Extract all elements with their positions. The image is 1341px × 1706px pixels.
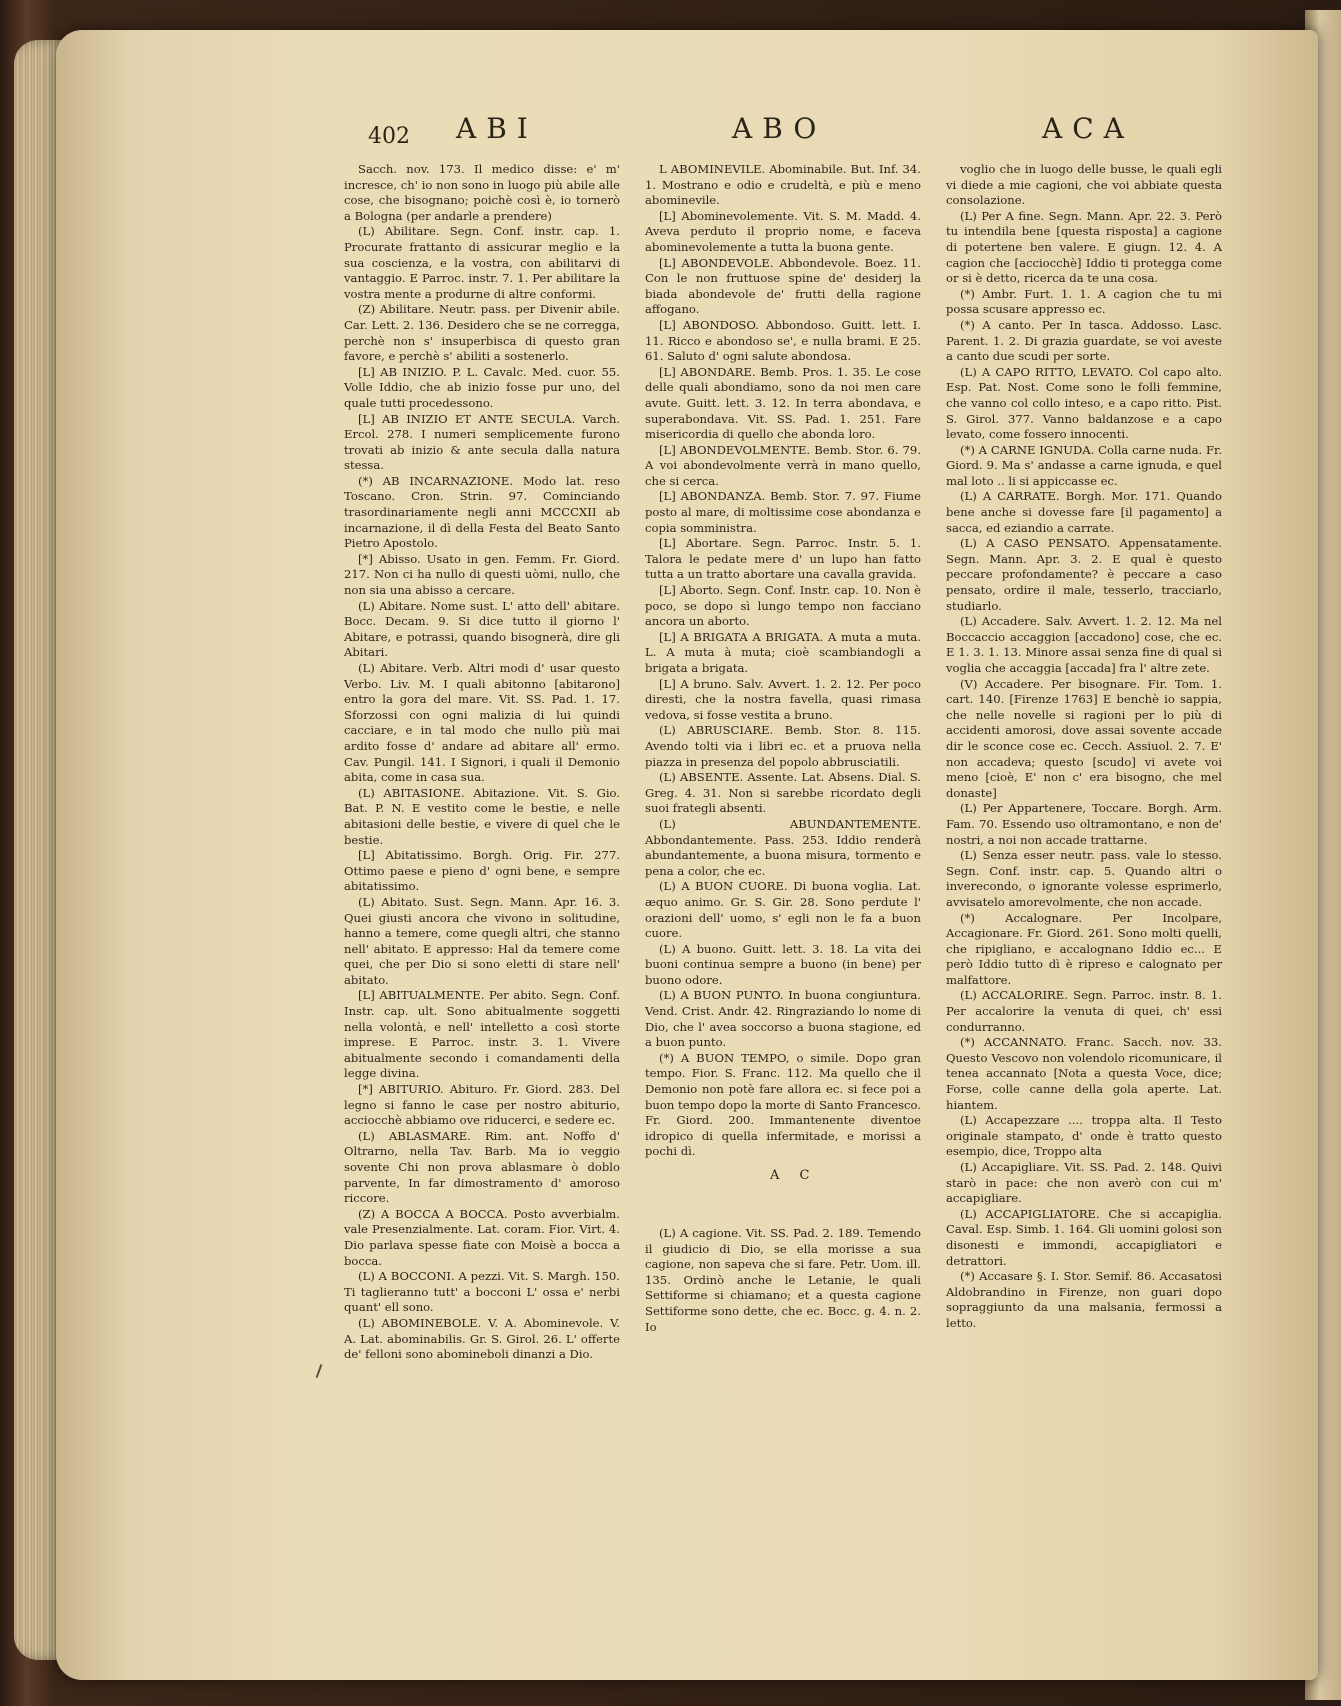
section-heading: A C (770, 1168, 818, 1183)
column-center (645, 162, 921, 1160)
dictionary-entry: (*) Accasare §. I. Stor. Semif. 86. Accasatosi Aldobrandino in Firenze, non guari dopo sopraggiunto da una malsania, fermossi a letto. (946, 1269, 1222, 1330)
dictionary-entry: [L] Abitatissimo. Borgh. Orig. Fir. 277. Ottimo paese e pieno d' ogni bene, e sempre abitatissimo. (344, 848, 620, 894)
dictionary-entry: L ABOMINEVILE. Abominabile. But. Inf. 34. 1. Mostrano e odio e crudeltà, e più e meno abominevile. (645, 162, 921, 208)
dictionary-entry: (L) ABITASIONE. Abitazione. Vit. S. Gio. Bat. P. N. E vestito come le bestie, e nelle abitasioni delle bestie, e vivere di quel che le bestie. (344, 785, 620, 847)
dictionary-entry: [L] AB INIZIO. P. L. Cavalc. Med. cuor. 55. Volle Iddio, che ab inizio fosse pur uno, del quale tutti procedessono. (344, 364, 620, 410)
dictionary-entry: (L) Accapigliare. Vit. SS. Pad. 2. 148. Quivi starò in pace: che non averò con cui m' accapigliare. (946, 1160, 1222, 1206)
dictionary-entry: (L) A BOCCONI. A pezzi. Vit. S. Margh. 150. Ti taglieranno tutt' a bocconi L' ossa e' nerbi quant' ell sono. (344, 1269, 620, 1315)
dictionary-entry: (L) Abitare. Nome sust. L' atto dell' abitare. Bocc. Decam. 9. Si dice tutto il giorno l' Abitare, e potrassi, quando bisognerà, dire gli Abitari. (344, 598, 620, 660)
dictionary-entry: (*) A canto. Per In tasca. Addosso. Lasc. Parent. 1. 2. Di grazia guardate, se voi aveste a canto due scudi per sorte. (946, 317, 1222, 364)
headword-center: ABO (732, 112, 827, 145)
dictionary-entry: voglio che in luogo delle busse, le quali egli vi diede a mie cagioni, che voi abbiate questa consolazione. (946, 162, 1222, 208)
dictionary-entry: (L) Per Appartenere, Toccare. Borgh. Arm. Fam. 70. Essendo uso oltramontano, e non de' nostri, a noi non accade trattarne. (946, 801, 1222, 847)
dictionary-entry: [L] ABONDEVOLE. Abbondevole. Boez. 11. Con le non fruttuose spine de' desiderj la biada abondevole de' frutti della ragione affogano. (645, 255, 921, 317)
dictionary-entry: (L) Senza esser neutr. pass. vale lo stesso. Segn. Conf. instr. cap. 5. Quando altri o inverecondo, o ignorante volesse esprimerlo, avvisatelo amorevolmente, che non accade. (946, 848, 1222, 909)
dictionary-entry: [L] A bruno. Salv. Avvert. 1. 2. 12. Per poco diresti, che la nostra favella, quasi rimasa vedova, si fosse vestita a bruno. (645, 676, 921, 722)
dictionary-entry: (Z) Abilitare. Neutr. pass. per Divenir abile. Car. Lett. 2. 136. Desidero che se ne corregga, perchè non s' insuperbisca di questo gran favore, e perchè s' abiliti a sostenerlo. (344, 302, 620, 364)
dictionary-entry: (L) Per A fine. Segn. Mann. Apr. 22. 3. Però tu intendila bene [questa risposta] a cagione di potertene ben valere. E giugn. 12. 4. A cagion che [acciocchè] Iddio ti protegga come or si è detto, ricerca da te una cosa. (946, 208, 1222, 286)
dictionary-entry: [L] ABITUALMENTE. Per abito. Segn. Conf. Instr. cap. ult. Sono abitualmente soggetti nella volontà, e nell' intelletto a così storte imprese. E Parroc. instr. 3. 1. Vivere abitualmente secondo i comandamenti della legge divina. (344, 988, 620, 1081)
dictionary-entry: (L) ABLASMARE. Rim. ant. Noffo d' Oltrarno, nella Tav. Barb. Ma io veggio sovente Chi non prova ablasmare ò doblo parvente, In far dimostramento d' amoroso riccore. (344, 1128, 620, 1206)
dictionary-entry: [L] ABONDEVOLMENTE. Bemb. Stor. 6. 79. A voi abondevolmente verrà in mano quello, che si cerca. (645, 442, 921, 488)
dictionary-entry: [L] ABONDOSO. Abbondoso. Guitt. lett. I. 11. Ricco e abondoso se', e nulla brami. E 25. 61. Saluto d' ogni salute abondosa. (645, 317, 921, 364)
dictionary-entry: (*) AB INCARNAZIONE. Modo lat. reso Toscano. Cron. Strin. 97. Cominciando trasordinariamente negli anni MCCCXII ab incarnazione, il dì della Festa del Beato Santo Pietro Apostolo. (344, 473, 620, 551)
dictionary-entry: (L) A CASO PENSATO. Appensatamente. Segn. Mann. Apr. 3. 2. E qual è questo peccare profondamente? è peccare a caso pensato, ordire il male, tesserlo, tracciarlo, studiarlo. (946, 536, 1222, 613)
dictionary-entry: [*] Abisso. Usato in gen. Femm. Fr. Giord. 217. Non ci ha nullo di questi uòmi, nullo, che non sia una abisso a cercare. (344, 551, 620, 598)
dictionary-entry: (*) ACCANNATO. Franc. Sacch. nov. 33. Questo Vescovo non volendolo ricomunicare, il tenea accannato [Nota a questa Voce, dice; Forse, colle canne della gola aperte. Lat. hiantem. (946, 1035, 1222, 1112)
dictionary-entry: (*) A CARNE IGNUDA. Colla carne nuda. Fr. Giord. 9. Ma s' andasse a carne ignuda, e quel mal loto .. li si appiccasse ec. (946, 442, 1222, 488)
dictionary-entry: (L) Abitare. Verb. Altri modi d' usar questo Verbo. Liv. M. I quali abitonno [abitarono] entro la gora del mare. Vit. SS. Pad. 1. 17. Sforzossi con ogni malizia di lui quindi cacciare, e in tal modo che nullo più mai ardito fosse d' andare ad abitare all' ermo. Cav. Pungil. 141. I Signori, i quali il Demonio abita, come in casa sua. (344, 661, 620, 785)
headword-right: ACA (1042, 112, 1134, 145)
dictionary-entry: (*) A BUON TEMPO, o simile. Dopo gran tempo. Fior. S. Franc. 112. Ma quello che il Demonio non potè fare allora ec. si fece poi a buon tempo dopo la morte di Santo Francesco. Fr. Giord. 200. Immantenente diventoe idropico di quella infermitade, e morissi a pochi dì. (645, 1050, 921, 1159)
dictionary-entry: [L] Abortare. Segn. Parroc. Instr. 5. 1. Talora le pedate mere d' un lupo han fatto tutta a un tratto abortare una cavalla gravida. (645, 536, 921, 582)
dictionary-entry: (L) Accapezzare .... troppa alta. Il Testo originale stampato, d' onde è tratto questo esempio, dice, Troppo alta (946, 1113, 1222, 1159)
dictionary-entry: (*) Ambr. Furt. 1. 1. A cagion che tu mi possa scusare appresso ec. (946, 286, 1222, 317)
dictionary-entry: (L) A CARRATE. Borgh. Mor. 171. Quando bene anche si dovesse fare [il pagamento] a sacca, ed eziandio a carrate. (946, 489, 1222, 535)
headword-left: ABI (456, 112, 538, 145)
dictionary-entry: Sacch. nov. 173. Il medico disse: e' m' incresce, ch' io non sono in luogo più abile alle cose, che bisognano; poichè così è, io tornerò a Bologna (per andarle a prendere) (344, 162, 620, 223)
dictionary-entry: (*) Accalognare. Per Incolpare, Accagionare. Fr. Giord. 261. Sono molti quelli, che ripigliano, e accalognano Iddio ec... E però Iddio tutto dì è ripreso e calognato per malfattore. (946, 910, 1222, 987)
dictionary-entry: [L] A BRIGATA A BRIGATA. A muta a muta. L. A muta à muta; cioè scambiandogli a brigata a brigata. (645, 629, 921, 675)
column-center-continued (645, 1226, 921, 1335)
column-right (946, 162, 1222, 1332)
dictionary-entry: (V) Accadere. Per bisognare. Fir. Tom. 1. cart. 140. [Firenze 1763] E benchè io sappia, che nelle novelle si ragioni per lo più di accidenti amorosi, dove assai sovente accade dir le sconce cose ec. Cecch. Assiuol. 2. 7. E' non accadeva; questo [scudo] vi avete voi meno [cioè, E' non c' era bisogno, che mel donaste] (946, 676, 1222, 800)
dictionary-entry: (L) ABUNDANTEMENTE. Abbondantemente. Pass. 253. Iddio renderà abundantemente, a buona misura, tormento e pena a color, che ec. (645, 816, 921, 878)
dictionary-entry: (L) ACCAPIGLIATORE. Che si accapiglia. Caval. Esp. Simb. 1. 164. Gli uomini golosi son disonesti e immondi, accapigliatori e detrattori. (946, 1206, 1222, 1268)
dictionary-entry: (L) A BUON PUNTO. In buona congiuntura. Vend. Crist. Andr. 42. Ringraziando lo nome di Dio, che l' avea soccorso a buona stagione, ed a buon punto. (645, 988, 921, 1050)
dictionary-entry: (L) ACCALORIRE. Segn. Parroc. instr. 8. 1. Per accalorire la venuta di quei, ch' essi condurranno. (946, 988, 1222, 1034)
dictionary-entry: [L] ABONDANZA. Bemb. Stor. 7. 97. Fiume posto al mare, di moltissime cose abondanza e copia somministra. (645, 489, 921, 535)
page-number: 402 (368, 124, 410, 149)
dictionary-entry: (L) ABOMINEBOLE. V. A. Abominevole. V. A. Lat. abominabilis. Gr. S. Girol. 26. L' offerte de' felloni sono abomineboli dinanzi a Dio. (344, 1315, 620, 1362)
dictionary-entry: (L) ABSENTE. Assente. Lat. Absens. Dial. S. Greg. 4. 31. Non si sarebbe ricordato degli suoi frategli absenti. (645, 770, 921, 816)
dictionary-entry: (L) A buono. Guitt. lett. 3. 18. La vita dei buoni continua sempre a buono (in bene) per buono odore. (645, 941, 921, 987)
dictionary-entry: [L] AB INIZIO ET ANTE SECULA. Varch. Ercol. 278. I numeri semplicemente furono trovati ab inizio & ante secula dalla natura stessa. (344, 411, 620, 473)
dictionary-entry: (L) ABRUSCIARE. Bemb. Stor. 8. 115. Avendo tolti via i libri ec. et a pruova nella piazza in presenza del popolo abbrusciatili. (645, 723, 921, 769)
dictionary-entry: [L] Abominevolemente. Vit. S. M. Madd. 4. Aveva perduto il proprio nome, e faceva abominevolemente a tutta la buona gente. (645, 208, 921, 254)
dictionary-entry: [L] Aborto. Segn. Conf. Instr. cap. 10. Non è poco, se dopo sì lungo tempo non facciano ancora un aborto. (645, 583, 921, 629)
column-left (344, 162, 620, 1363)
dictionary-entry: (L) Abitato. Sust. Segn. Mann. Apr. 16. 3. Quei giusti ancora che vivono in solitudine, hanno a temere, come quegli altri, che stanno nell' abitato. E appresso: Hal da temere come quei, che per Dio si sono eletti di stare nell' abitato. (344, 894, 620, 987)
dictionary-entry: (L) A BUON CUORE. Di buona voglia. Lat. æquo animo. Gr. S. Gir. 28. Sono perdute l' orazioni dell' uomo, s' egli non le fa a buon cuore. (645, 879, 921, 941)
dictionary-entry: (L) Abilitare. Segn. Conf. instr. cap. 1. Procurate frattanto di assicurar meglio e la sua coscienza, e la vostra, con abilitarvi di vantaggio. E Parroc. instr. 7. 1. Per abilitare la vostra mente a produrne di altre conformi. (344, 224, 620, 301)
dictionary-entry: (L) A cagione. Vit. SS. Pad. 2. 189. Temendo il giudicio di Dio, se ella morisse a sua cagione, non sapeva che si fare. Petr. Uom. ill. 135. Ordinò anche le Letanie, le quali Settiforme si chiamano; et a questa cagione Settiforme sono dette, che ec. Bocc. g. 4. n. 2. Io (645, 1226, 921, 1334)
dictionary-entry: (L) Accadere. Salv. Avvert. 1. 2. 12. Ma nel Boccaccio accaggion [accadono] cose, che ec. E 1. 3. 1. 13. Minore assai senza fine di qual si voglia che accaggia [accada] fra l' altre zete. (946, 614, 1222, 675)
dictionary-entry: (Z) A BOCCA A BOCCA. Posto avverbialm. vale Presenzialmente. Lat. coram. Fior. Virt. 4. Dio parlava spesse fiate con Moisè a bocca a bocca. (344, 1206, 620, 1268)
dictionary-entry: (L) A CAPO RITTO, LEVATO. Col capo alto. Esp. Pat. Nost. Come sono le folli femmine, che vanno col collo inteso, e a capo ritto. Pist. S. Girol. 377. Vanno baldanzose e a capo levato, come fossero innocenti. (946, 364, 1222, 442)
dictionary-entry: [*] ABITURIO. Abituro. Fr. Giord. 283. Del legno si fanno le case per nostro abiturio, acciocchè abbiamo ove riducerci, e sedere ec. (344, 1082, 620, 1128)
dictionary-entry: [L] ABONDARE. Bemb. Pros. 1. 35. Le cose delle quali abondiamo, sono da noi men care avute. Guitt. lett. 3. 12. In terra abondava, e superabondava. Vit. SS. Pad. 1. 251. Fare misericordia di quello che abonda loro. (645, 364, 921, 442)
